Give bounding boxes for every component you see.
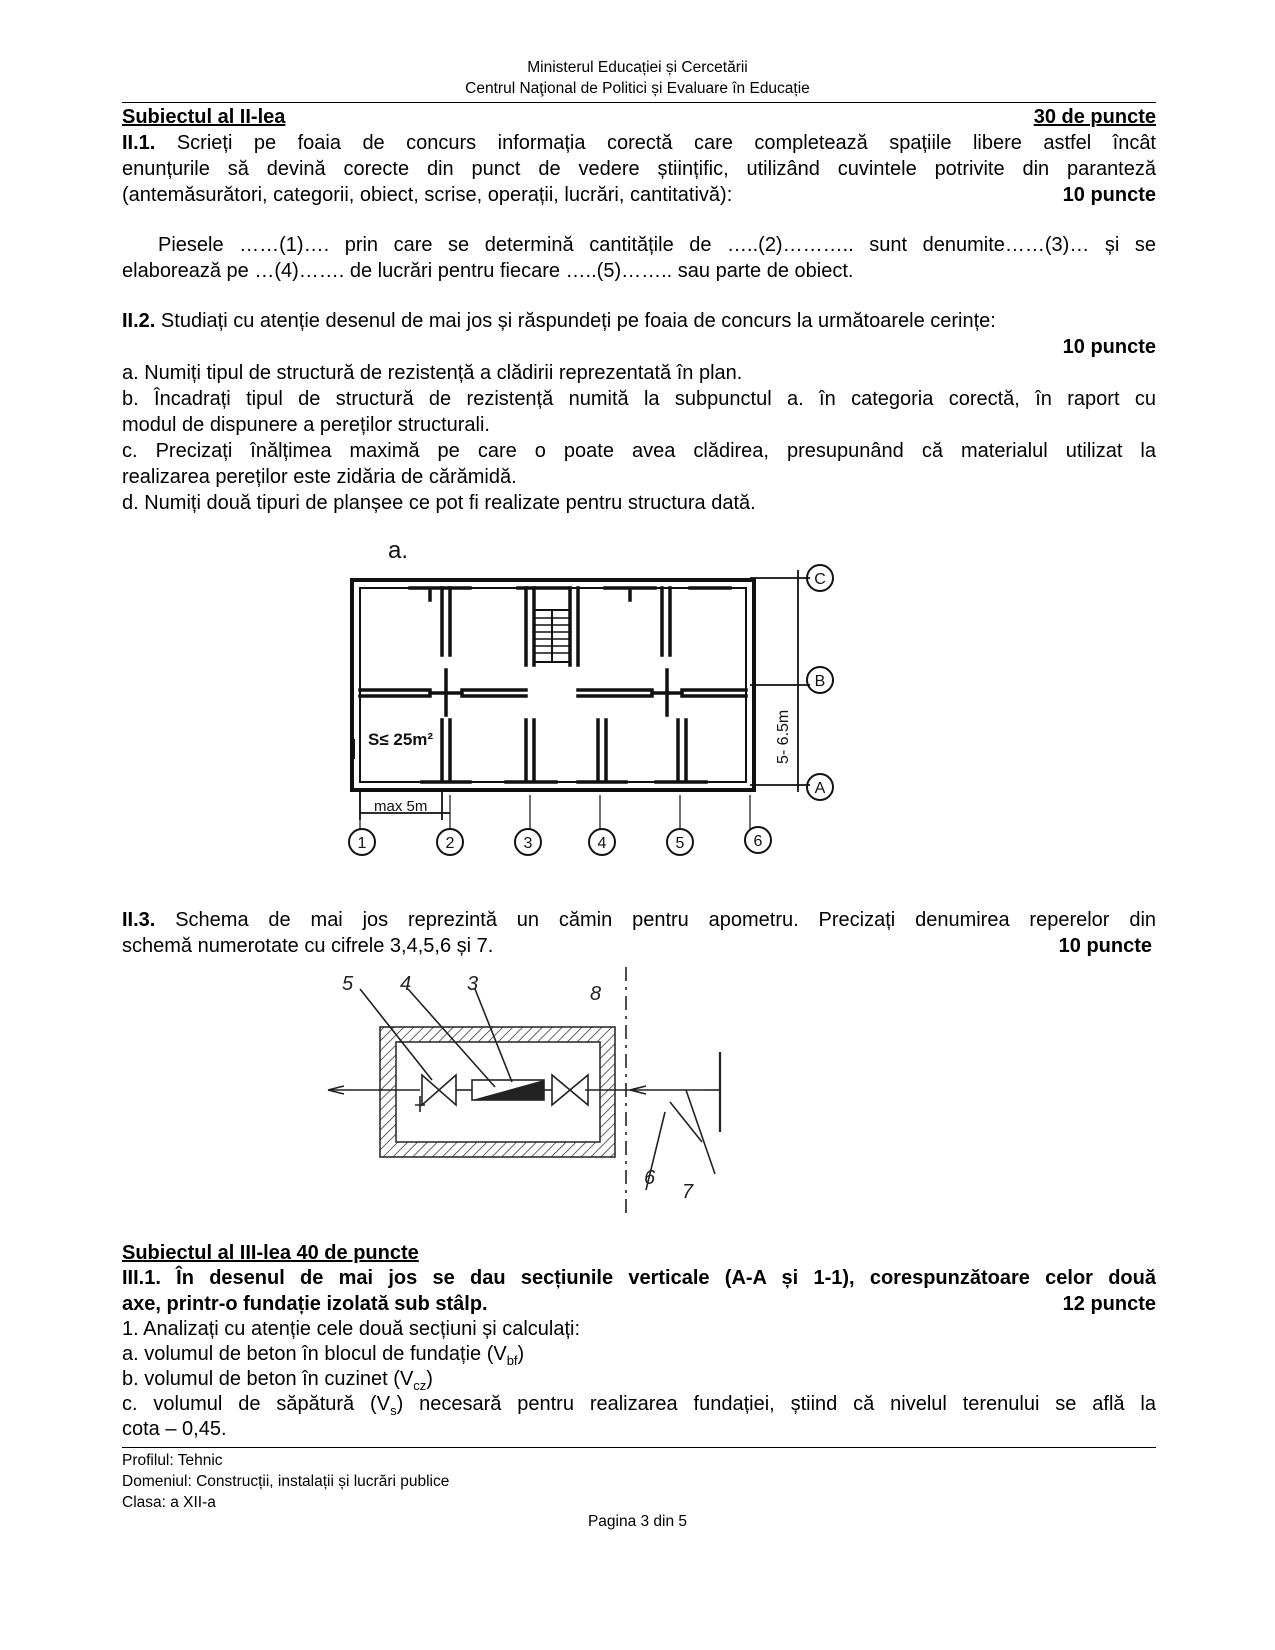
q2-item-b-line2: modul de dispunere a pereților structurali. xyxy=(122,414,490,436)
q2-item-b-line1: b. Încadrați tipul de structură de rezistență numită la subpunctul a. în categoria corectă, în raport cu xyxy=(122,388,1156,410)
q2-item-d: d. Numiți două tipuri de planșee ce pot fi realizate pentru structura dată. xyxy=(122,492,756,514)
q31-item-c-rest: ) necesară pentru realizarea fundației, știind că nivelul terenului se află la xyxy=(396,1393,1156,1415)
q2-item-c-line2: realizarea pereților este zidăria de cărămidă. xyxy=(122,466,517,488)
q31-item-b-sub: cz xyxy=(413,1378,427,1393)
q31-item-c-sub: s xyxy=(390,1403,397,1418)
footer-class: Clasa: a XII-a xyxy=(122,1494,216,1511)
q3-line2 xyxy=(122,933,1152,959)
subject2-title: Subiectul al II-lea xyxy=(122,106,286,128)
q2-number: II.2. xyxy=(122,310,156,332)
q2-points: 10 puncte xyxy=(1062,336,1156,358)
footer-divider xyxy=(122,1447,1156,1448)
q31-points: 12 puncte xyxy=(1062,1293,1156,1315)
meter-label-4: 4 xyxy=(400,973,412,995)
q2-intro xyxy=(122,308,1156,334)
building-plan-figure xyxy=(330,530,890,895)
axis-b-label: B xyxy=(814,673,826,690)
header-divider xyxy=(122,102,1156,103)
meter-label-6: 6 xyxy=(644,1167,656,1189)
plan-label: a. xyxy=(388,537,409,564)
q1-line3 xyxy=(122,182,1156,208)
q1-paragraph-line2: elaborează pe …(4)……. de lucrări pentru fiecare …..(5)…….. sau parte de obiect. xyxy=(122,260,854,282)
plan-area-label: S≤ 25m² xyxy=(368,730,434,749)
footer-page-number: Pagina 3 din 5 xyxy=(587,1513,688,1530)
meter-label-3: 3 xyxy=(467,973,479,995)
q1-line2: enunțurile să devină corecte din punct de vedere științific, utilizând cuvintele potrivite din paranteză xyxy=(122,158,1156,180)
q3-line1-text: Schema de mai jos reprezintă un cămin pentru apometru. Precizați denumirea reperelor din xyxy=(175,909,1157,931)
q1-paragraph-line1: Piesele ……(1)…. prin care se determină cantitățile de …..(2)……….. sunt denumite……(3)… și se xyxy=(158,234,1156,256)
header-ministry: Ministerul Educației și Cercetării xyxy=(527,59,748,76)
subject2-points: 30 de puncte xyxy=(1033,106,1156,128)
q31-line2-text: axe, printr-o fundație izolată sub stâlp. xyxy=(122,1293,488,1315)
subject2-heading xyxy=(122,104,1156,130)
q31-item-a-sub: bf xyxy=(506,1353,518,1368)
subject3-title: Subiectul al III-lea 40 de puncte xyxy=(122,1242,419,1264)
q1-line3-text: (antemăsurători, categorii, obiect, scrise, operații, lucrări, cantitativă): xyxy=(122,184,733,206)
axis-3-label: 3 xyxy=(523,835,533,852)
axis-4-label: 4 xyxy=(597,835,607,852)
axis-c-label: C xyxy=(814,571,826,588)
q31-item-c-text: c. volumul de săpătură (V xyxy=(122,1393,391,1415)
axis-5-label: 5 xyxy=(675,835,685,852)
axis-6-label: 6 xyxy=(753,833,763,850)
q31-item-a-text: a. volumul de beton în blocul de fundație (V xyxy=(122,1343,507,1365)
q31-line1: III.1. În desenul de mai jos se dau secțiunile verticale (A-A și 1-1), corespunzătoare celor două xyxy=(122,1267,1156,1289)
q1-number: II.1. xyxy=(122,132,156,154)
q31-intro: 1. Analizați cu atenție cele două secțiuni și calculați: xyxy=(122,1318,581,1340)
q2-item-c-line1: c. Precizați înălțimea maximă pe care o poate avea clădirea, presupunând că materialul utilizat la xyxy=(122,440,1156,462)
q1-line1 xyxy=(122,130,1156,156)
q3-line2-text: schemă numerotate cu cifrele 3,4,5,6 și 7. xyxy=(122,935,494,957)
footer-profile: Profilul: Tehnic xyxy=(122,1452,223,1469)
footer-domain: Domeniul: Construcții, instalații și lucrări publice xyxy=(122,1473,450,1490)
axis-a-label: A xyxy=(814,780,826,797)
q31-item-c-line2: cota – 0,45. xyxy=(122,1418,227,1440)
q31-item-b-text: b. volumul de beton în cuzinet (V xyxy=(122,1368,414,1390)
q31-item-a: a. volumul de beton în blocul de fundație $(V_{bf})$ xyxy=(122,1343,525,1368)
plan-width-label: max 5m xyxy=(374,798,428,815)
q31-item-b: b. volumul de beton în cuzinet $(V_{cz})$ xyxy=(122,1368,433,1393)
q31-line2 xyxy=(122,1291,1156,1317)
axis-1-label: 1 xyxy=(357,835,367,852)
meter-label-8: 8 xyxy=(590,983,602,1005)
axis-2-label: 2 xyxy=(445,835,455,852)
meter-label-7: 7 xyxy=(682,1181,694,1203)
q2-item-a: a. Numiți tipul de structură de rezistență a clădirii reprezentată în plan. xyxy=(122,362,743,384)
q1-points: 10 puncte xyxy=(1062,184,1156,206)
plan-depth-label: 5- 6.5m xyxy=(775,709,792,764)
q2-intro-text: Studiați cu atenție desenul de mai jos și răspundeți pe foaia de concurs la următoarele cerințe: xyxy=(160,310,996,332)
q3-line1 xyxy=(122,907,1156,933)
water-meter-pit-figure xyxy=(320,962,760,1222)
q3-points: 10 puncte xyxy=(1058,935,1152,957)
q3-number: II.3. xyxy=(122,909,156,931)
header-center: Centrul Naţional de Politici și Evaluare în Educație xyxy=(465,80,810,97)
q1-line1-text: Scrieți pe foaia de concurs informația corectă care completează spațiile libere astfel încât xyxy=(176,132,1156,154)
meter-label-5: 5 xyxy=(342,973,354,995)
